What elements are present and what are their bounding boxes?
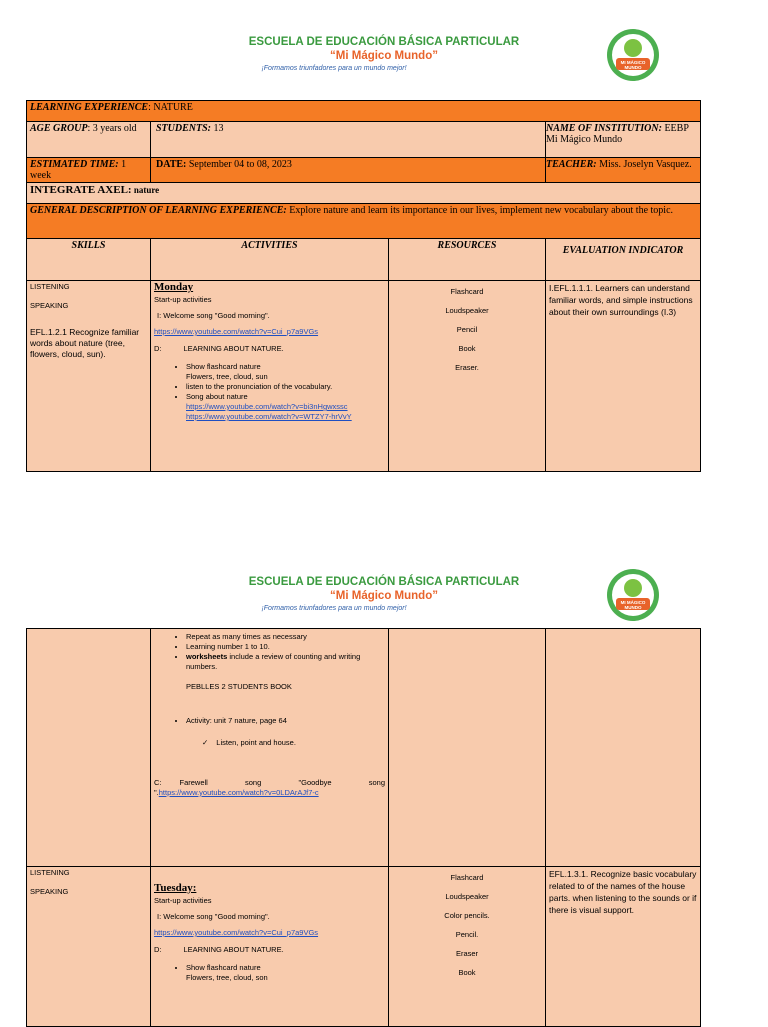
school-motto: “Mi Mágico Mundo”: [330, 590, 438, 602]
page-header: [0, 28, 768, 98]
monday-evaluation: I.EFL.1.1.1. Learners can understand familiar words, and simple instructions about their own surroundings (I.3): [546, 281, 701, 472]
age-group-cell: AGE GROUP: 3 years old: [27, 122, 151, 158]
monday-skills: LISTENING SPEAKING EFL.1.2.1 Recognize familiar words about nature (tree, flowers, cloud, sun).: [27, 281, 151, 472]
column-header-skills: SKILLS: [27, 239, 151, 281]
monday-resources: Flashcard Loudspeaker Pencil Book Eraser.: [389, 281, 546, 472]
column-header-activities: ACTIVITIES: [151, 239, 389, 281]
institution-cell: NAME OF INSTITUTION: EEBP Mi Mágico Mundo: [546, 122, 701, 158]
column-header-resources: RESOURCES: [389, 239, 546, 281]
school-motto: “Mi Mágico Mundo”: [330, 50, 438, 62]
school-slogan: ¡Formamos triunfadores para un mundo mejor!: [261, 605, 407, 612]
date-cell: DATE: September 04 to 08, 2023: [151, 158, 546, 183]
goodbye-song-link[interactable]: https://www.youtube.com/watch?v=0LDArAJf7-c: [158, 788, 319, 797]
school-logo-icon: [606, 568, 660, 622]
nature-song-link-2[interactable]: https://www.youtube.com/watch?v=WTZY7-hrVvY: [186, 412, 352, 421]
tuesday-activities: Tuesday: Start-up activities I: Welcome song "Good morning". https://www.youtube.com/watch?v=Cui_p7a9VGs D: LEARNING ABOUT NATURE. • Show flashcard nature Flowers, tree, cloud, son: [151, 867, 389, 1027]
nature-song-link-1[interactable]: https://www.youtube.com/watch?v=bi3nHgwxssc: [186, 402, 348, 411]
estimated-time-cell: ESTIMATED TIME: 1 week: [27, 158, 151, 183]
tuesday-row: [27, 867, 701, 1027]
teacher-cell: TEACHER: Miss. Joselyn Vasquez.: [546, 158, 701, 183]
school-logo-icon: [606, 28, 660, 82]
monday-continued-row: [27, 629, 701, 867]
day-title: Monday: [154, 281, 194, 293]
general-description-row: GENERAL DESCRIPTION OF LEARNING EXPERIENCE: Explore nature and learn its importance in our lives, implement new vocabulary about the topic.: [27, 204, 701, 239]
tuesday-resources: Flashcard Loudspeaker Color pencils. Pencil. Eraser Book: [389, 867, 546, 1027]
school-name: ESCUELA DE EDUCACIÓN BÁSICA PARTICULAR: [248, 36, 520, 48]
svg-text:MI MÁGICO: MI MÁGICO: [620, 60, 646, 65]
students-cell: STUDENTS: 13: [151, 122, 546, 158]
monday-activities-continued: • Repeat as many times as necessary • Learning number 1 to 10. • worksheets include a review of counting and writing numbers. PEBLLES 2 STUDENTS BOOK • Activity: unit 7 nature, page 64 ✓ Listen, point and house. C: Farewell song "Goodbye song ".https://www.youtube.com/watch?v=0LDArAJf7-c: [151, 629, 389, 867]
monday-row: [27, 281, 701, 472]
svg-text:MUNDO: MUNDO: [624, 605, 642, 610]
welcome-song-link[interactable]: https://www.youtube.com/watch?v=Cui_p7a9VGs: [154, 327, 319, 336]
learning-experience-row: LEARNING EXPERIENCE: NATURE: [27, 101, 701, 122]
column-header-evaluation: EVALUATION INDICATOR: [546, 239, 701, 281]
svg-text:MI MÁGICO: MI MÁGICO: [620, 600, 646, 605]
checkmark-icon: ✓: [202, 738, 209, 747]
welcome-song-link[interactable]: https://www.youtube.com/watch?v=Cui_p7a9VGs: [154, 928, 319, 937]
integrate-axel-row: INTEGRATE AXEL: nature: [27, 183, 701, 204]
lesson-plan-table: [26, 100, 701, 472]
monday-bullet-list: • Show flashcard nature Flowers, tree, cloud, sun • listen to the pronunciation of the vocabulary. • Song about nature https://www.youtube.com/watch?v=bi3nHgwxssc https://www.youtube.com/watch?v=WTZY7-hrVvY: [154, 362, 385, 422]
tuesday-evaluation: EFL.1.3.1. Recognize basic vocabulary related to of the names of the house parts. when listening to the sounds or if there is visual support.: [546, 867, 701, 1027]
school-name: ESCUELA DE EDUCACIÓN BÁSICA PARTICULAR: [248, 576, 520, 588]
svg-text:MUNDO: MUNDO: [624, 65, 642, 70]
day-title: Tuesday:: [154, 882, 197, 894]
school-slogan: ¡Formamos triunfadores para un mundo mejor!: [261, 65, 407, 72]
monday-activities: Monday Start-up activities I: Welcome song "Good morning". https://www.youtube.com/watch?v=Cui_p7a9VGs D: LEARNING ABOUT NATURE. • Show flashcard nature Flowers, tree, cloud, sun • listen to the pronunciation of the vocabulary. • Song about nature https://www.youtube.com/watch?v=bi3nHgwxssc https://www.youtube.com/watch?v=WTZY7-hrVvY: [151, 281, 389, 472]
tuesday-skills: LISTENING SPEAKING: [27, 867, 151, 1027]
lesson-plan-table-continued: [26, 628, 701, 1027]
